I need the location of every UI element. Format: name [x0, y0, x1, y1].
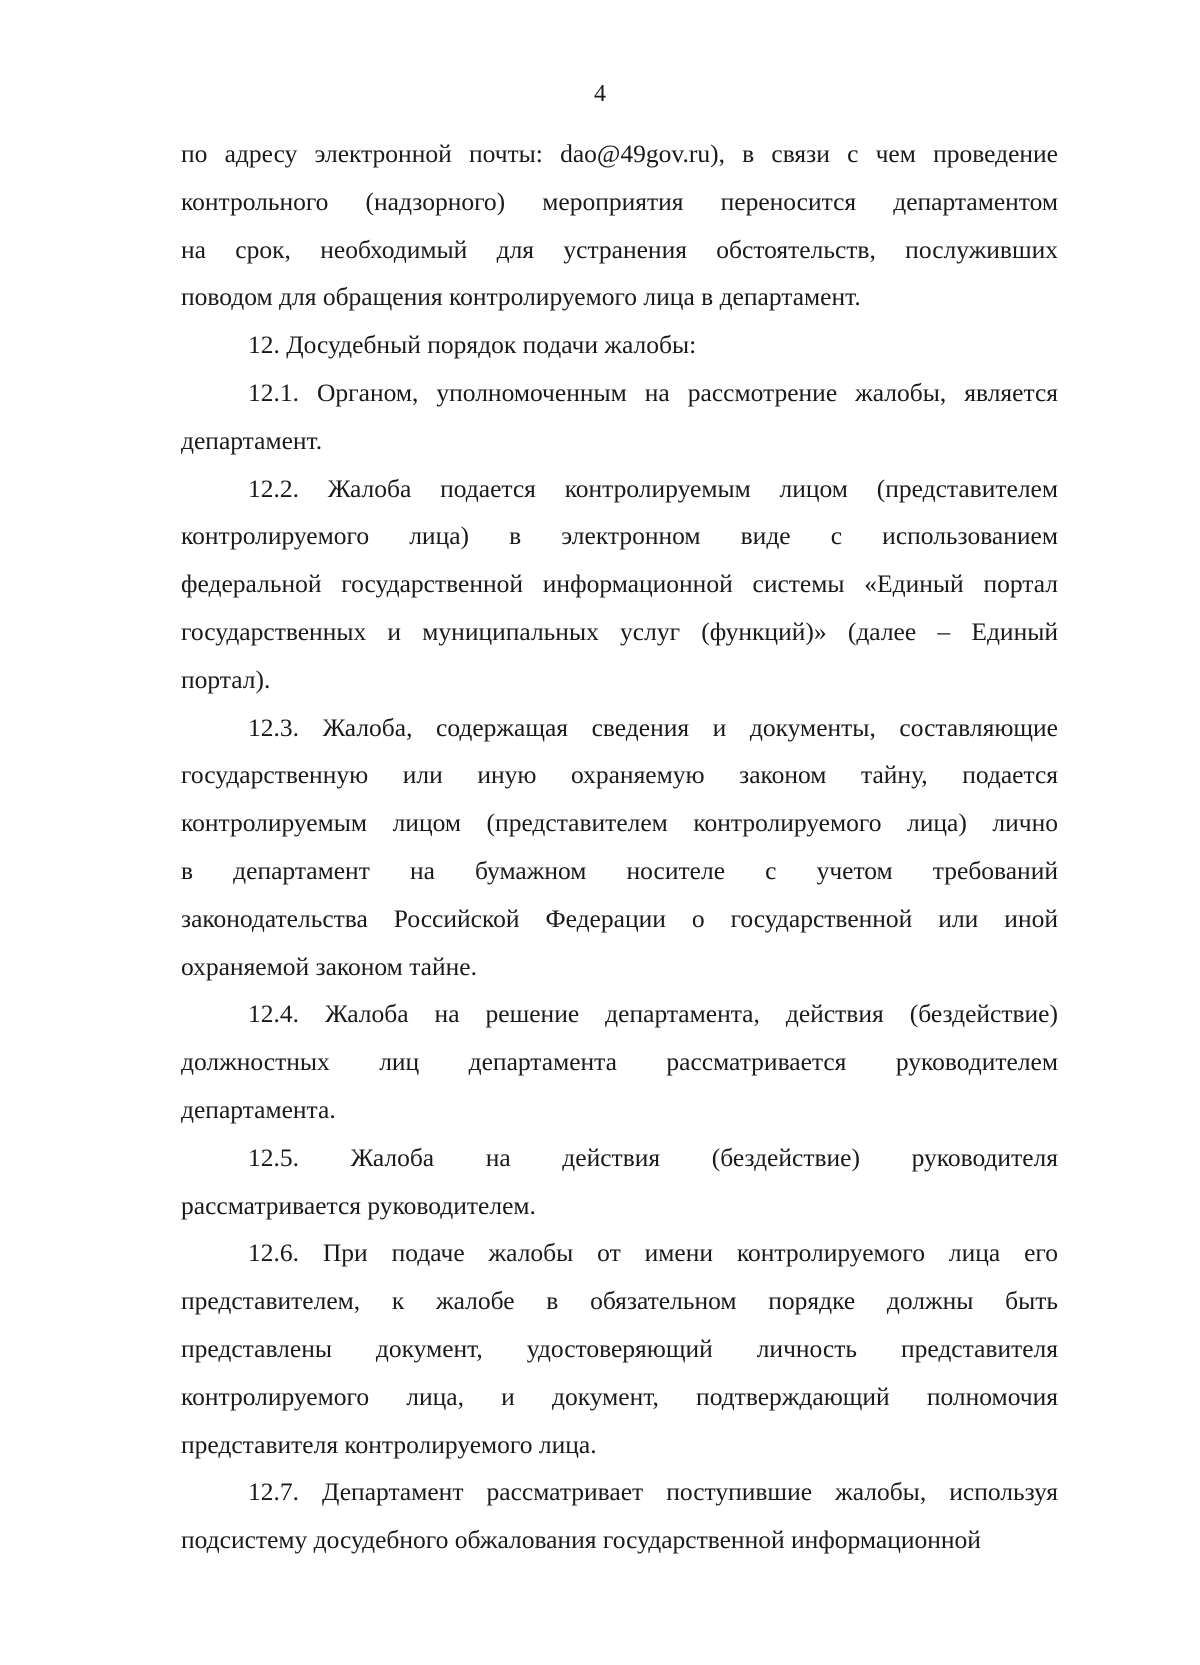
paragraph-p12-6: [181, 1229, 1058, 1468]
page-number: 4: [594, 81, 606, 107]
text-line: подсистему досудебного обжалования государственной информационной: [181, 1525, 981, 1555]
text-line: 12.6. При подаче жалобы от имени контролируемого лица его: [248, 1238, 1058, 1268]
text-line: представителя контролируемого лица.: [181, 1429, 597, 1459]
text-line: в департамент на бумажном носителе с учетом требований: [181, 855, 1058, 885]
text-line: 12.3. Жалоба, содержащая сведения и документы, составляющие: [248, 712, 1058, 742]
text-line: 12.4. Жалоба на решение департамента, действия (бездействие): [248, 999, 1058, 1029]
text-line: 12.5. Жалоба на действия (бездействие) руководителя: [248, 1142, 1058, 1172]
paragraph-continuation: [181, 130, 1058, 321]
text-line: контролируемым лицом (представителем контролируемого лица) лично: [181, 808, 1058, 838]
text-line: портал).: [181, 664, 271, 694]
paragraph-p12-7: [181, 1468, 1058, 1564]
text-line: 12. Досудебный порядок подачи жалобы:: [248, 330, 697, 360]
paragraph-p12-1: [181, 369, 1058, 465]
text-line: 12.1. Органом, уполномоченным на рассмотрение жалобы, является: [248, 377, 1058, 407]
paragraph-p12-5: [181, 1134, 1058, 1230]
text-line: 12.7. Департамент рассматривает поступившие жалобы, используя: [248, 1477, 1058, 1507]
text-line: 12.2. Жалоба подается контролируемым лицом (представителем: [248, 473, 1058, 503]
paragraph-p12-3: [181, 704, 1058, 991]
text-line: контролируемого лица) в электронном виде с использованием: [181, 521, 1058, 551]
text-line: контрольного (надзорного) мероприятия переносится департаментом: [181, 186, 1058, 216]
paragraph-p12: [181, 321, 1058, 369]
text-line: департамент.: [181, 425, 323, 455]
text-line: на срок, необходимый для устранения обстоятельств, послуживших: [181, 234, 1058, 264]
text-line: охраняемой законом тайне.: [181, 951, 477, 981]
text-line: рассматривается руководителем.: [181, 1190, 536, 1220]
paragraph-p12-2: [181, 465, 1058, 704]
document-body: [181, 130, 1058, 1564]
text-line: представителем, к жалобе в обязательном порядке должны быть: [181, 1286, 1058, 1316]
text-line: представлены документ, удостоверяющий личность представителя: [181, 1333, 1058, 1363]
paragraph-p12-4: [181, 990, 1058, 1133]
text-line: государственную или иную охраняемую законом тайну, подается: [181, 760, 1058, 790]
text-line: по адресу электронной почты: dao@49gov.ru), в связи с чем проведение: [181, 139, 1058, 168]
text-line: поводом для обращения контролируемого лица в департамент.: [181, 282, 861, 312]
text-line: федеральной государственной информационной системы «Единый портал: [181, 569, 1058, 599]
text-line: государственных и муниципальных услуг (функций)» (далее – Единый: [181, 616, 1058, 646]
text-line: законодательства Российской Федерации о государственной или иной: [181, 903, 1058, 933]
text-line: контролируемого лица, и документ, подтверждающий полномочия: [181, 1381, 1058, 1411]
text-line: должностных лиц департамента рассматривается руководителем: [181, 1047, 1058, 1077]
text-line: департамента.: [181, 1094, 336, 1124]
